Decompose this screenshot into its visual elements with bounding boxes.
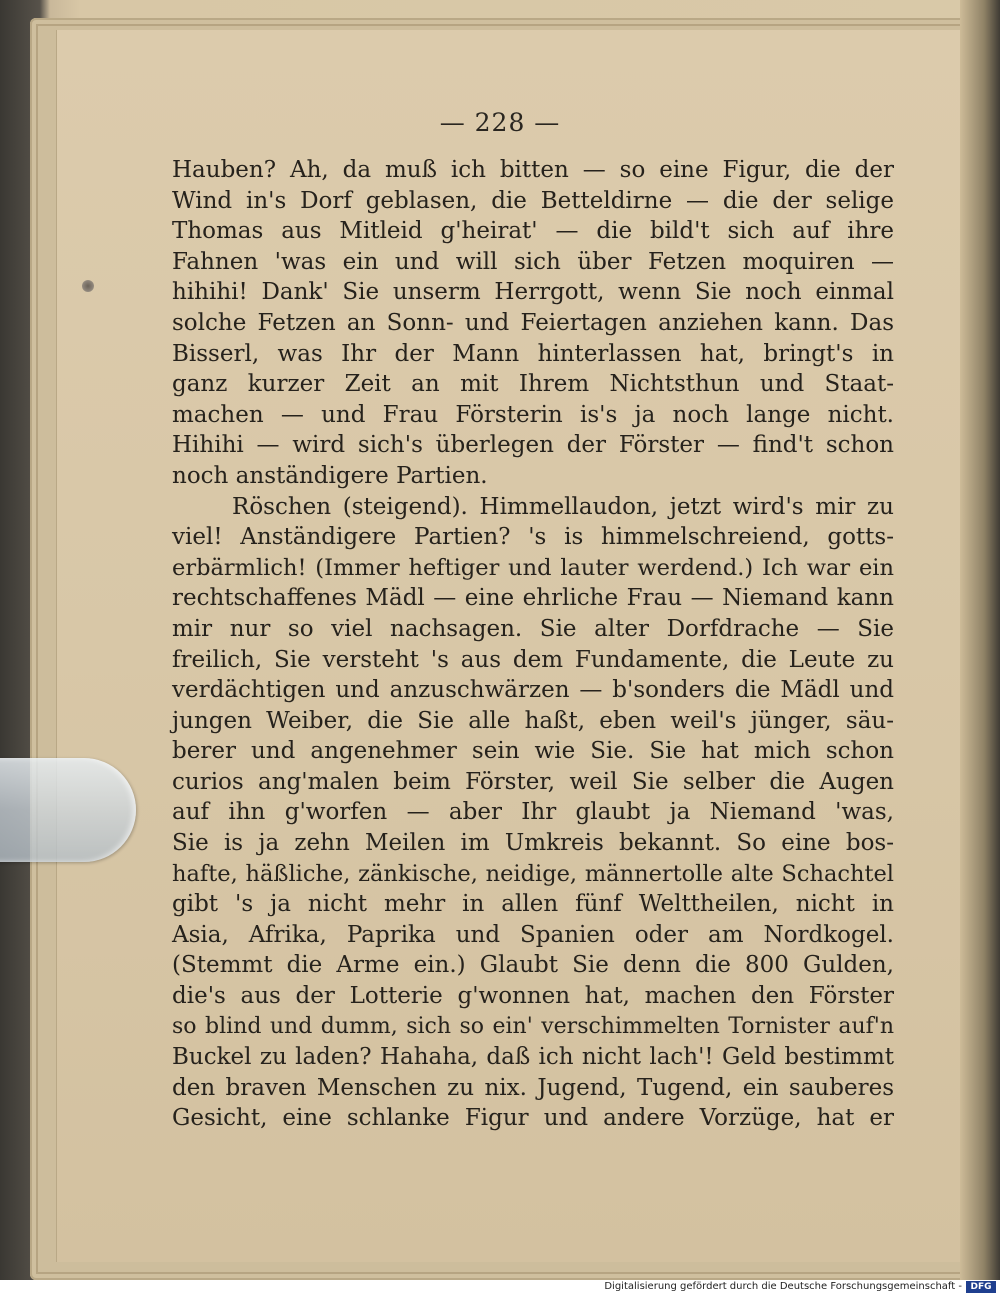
- text-line: Hihihi — wird sich's überlegen der Förster — find't schon: [172, 432, 894, 459]
- digitization-footer: [0, 1280, 1000, 1294]
- text-line: curios ang'malen beim Förster, weil Sie selber die Augen: [172, 768, 894, 795]
- text-line: auf ihn g'worfen — aber Ihr glaubt ja Niemand 'was,: [172, 799, 894, 826]
- text-line: (Stemmt die Arme ein.) Glaubt Sie denn die 800 Gulden,: [172, 952, 894, 979]
- text-line: berer und angenehmer sein wie Sie. Sie hat mich schon: [172, 738, 894, 765]
- text-line: Wind in's Dorf geblasen, die Betteldirne — die der selige: [172, 187, 894, 214]
- text-line: ganz kurzer Zeit an mit Ihrem Nichtsthun und Staat-: [172, 371, 894, 398]
- text-line: erbärmlich! (Immer heftiger und lauter werdend.) Ich war ein: [172, 554, 894, 581]
- text-line: hafte, häßliche, zänkische, neidige, männertolle alte Schachtel: [172, 860, 894, 887]
- text-line: Gesicht, eine schlanke Figur und andere Vorzüge, hat er: [172, 1105, 894, 1132]
- footer-credit: Digitalisierung gefördert durch die Deutsche Forschungsgemeinschaft -: [604, 1281, 962, 1292]
- text-line: noch anständigere Partien.: [172, 462, 488, 489]
- text-line: Hauben? Ah, da muß ich bitten — so eine Figur, die der: [172, 157, 894, 183]
- page-clip: [0, 758, 136, 862]
- text-line: hihihi! Dank' Sie unserm Herrgott, wenn Sie noch einmal: [172, 279, 894, 306]
- punch-hole: [82, 280, 94, 292]
- dfg-logo-icon: DFG: [966, 1281, 996, 1293]
- text-line: Fahnen 'was ein und will sich über Fetzen moquiren —: [172, 248, 894, 275]
- text-line: verdächtigen und anzuschwärzen — b'sonders die Mädl und: [172, 677, 894, 704]
- text-line: Sie is ja zehn Meilen im Umkreis bekannt. So eine bos-: [172, 830, 894, 857]
- text-line: Thomas aus Mitleid g'heirat' — die bild't sich auf ihre: [172, 218, 894, 245]
- text-line: gibt 's ja nicht mehr in allen fünf Welttheilen, nicht in: [172, 891, 894, 918]
- text-line: Buckel zu laden? Hahaha, daß ich nicht lach'! Geld bestimmt: [172, 1044, 894, 1071]
- text-line: solche Fetzen an Sonn- und Feiertagen anziehen kann. Das: [172, 309, 894, 336]
- text-line: Bisserl, was Ihr der Mann hinterlassen hat, bringt's in: [172, 340, 894, 367]
- text-line: den braven Menschen zu nix. Jugend, Tugend, ein sauberes: [172, 1074, 894, 1101]
- text-line: jungen Weiber, die Sie alle haßt, eben weil's jünger, säu-: [172, 707, 894, 734]
- page-text-body: [172, 155, 894, 1134]
- text-line: so blind und dumm, sich so ein' verschimmelten Tornister auf'n: [172, 1013, 894, 1039]
- text-line: Asia, Afrika, Paprika und Spanien oder am Nordkogel.: [172, 921, 894, 948]
- page-number: — 228 —: [439, 108, 561, 137]
- text-line: freilich, Sie versteht 's aus dem Fundamente, die Leute zu: [172, 646, 894, 673]
- text-line: Röschen (steigend). Himmellaudon, jetzt wird's mir zu: [232, 493, 894, 520]
- text-line: machen — und Frau Försterin is's ja noch lange nicht.: [172, 401, 894, 428]
- text-line: die's aus der Lotterie g'wonnen hat, machen den Förster: [172, 983, 894, 1010]
- text-line: viel! Anständigere Partien? 's is himmelschreiend, gotts-: [172, 524, 894, 551]
- text-line: rechtschaffenes Mädl — eine ehrliche Frau — Niemand kann: [172, 585, 894, 612]
- text-line: mir nur so viel nachsagen. Sie alter Dorfdrache — Sie: [172, 615, 894, 642]
- book-gutter: [960, 0, 1000, 1280]
